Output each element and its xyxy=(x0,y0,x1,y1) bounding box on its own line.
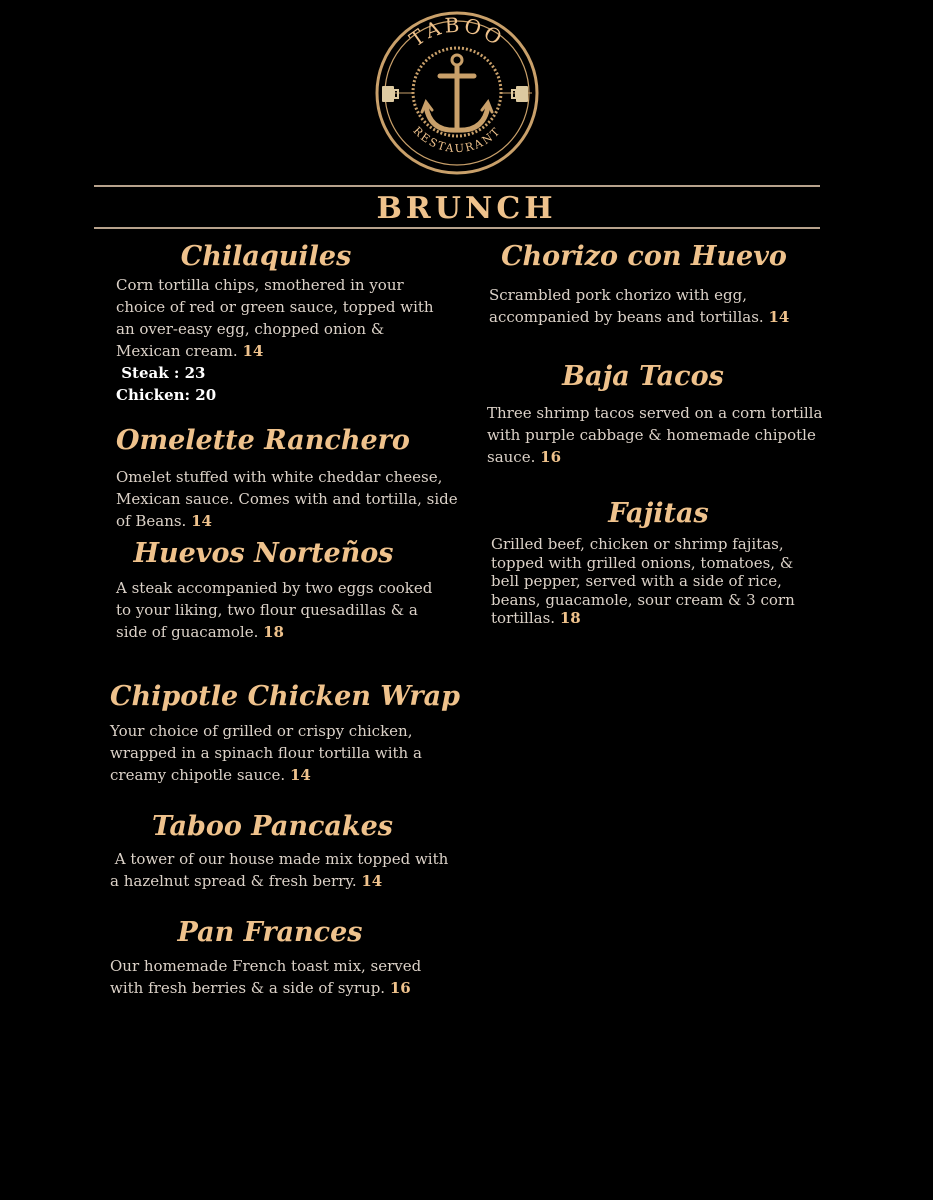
taboo-restaurant-logo xyxy=(374,10,540,176)
item-description: Our homemade French toast mix, served with fresh berries & a side of syrup. 16 xyxy=(110,957,422,997)
menu-item-huevos-nortenos xyxy=(116,537,436,643)
item-description: Grilled beef, chicken or shrimp fajitas, topped with grilled onions, tomatoes, & bell pepper, served with a side of rice, beans, guacamole, sour cream & 3 corn tortillas. 18 xyxy=(491,535,795,627)
item-price: 14 xyxy=(242,342,264,360)
item-price: 18 xyxy=(559,609,581,627)
item-description: Your choice of grilled or crispy chicken, wrapped in a spinach flour tortilla with a creamy chipotle sauce. 14 xyxy=(110,722,422,784)
top-divider xyxy=(94,185,820,187)
item-price: 14 xyxy=(361,872,383,890)
menu-item-chorizo-con-huevo xyxy=(489,240,809,328)
item-name: Chipotle Chicken Wrap xyxy=(110,681,461,712)
menu-item-pan-frances xyxy=(110,916,440,999)
item-price: 14 xyxy=(289,766,311,784)
menu-item-baja-tacos xyxy=(487,360,827,468)
item-extra-chicken: Chicken: 20 xyxy=(116,386,217,404)
item-description: Corn tortilla chips, smothered in your choice of red or green sauce, topped with an over-easy egg, chopped onion & Mexican cream. 14 xyxy=(116,276,434,360)
item-price: 14 xyxy=(191,512,212,530)
item-price: 16 xyxy=(540,448,562,466)
menu-item-fajitas xyxy=(491,497,826,628)
item-extra-steak: Steak : 23 xyxy=(116,364,206,382)
item-description: Three shrimp tacos served on a corn tortilla with purple cabbage & homemade chipotle sauce. 16 xyxy=(487,404,823,466)
item-description: A steak accompanied by two eggs cooked to your liking, two flour quesadillas & a side of guacamole. 18 xyxy=(116,579,433,641)
item-name: Pan Frances xyxy=(177,917,363,948)
item-name: Omelette Ranchero xyxy=(116,425,410,456)
menu-item-chilaquiles xyxy=(116,240,446,406)
item-price: 14 xyxy=(768,308,790,326)
menu-item-omelette-ranchero xyxy=(116,424,461,532)
menu-item-taboo-pancakes xyxy=(110,810,455,892)
item-name: Baja Tacos xyxy=(562,361,724,392)
logo-bottom-text: RESTAURANT xyxy=(410,124,504,156)
item-price: 18 xyxy=(263,623,284,641)
logo-top-text: TABOO xyxy=(404,12,509,52)
menu-item-chipotle-chicken-wrap xyxy=(110,680,461,786)
bottom-divider xyxy=(94,227,820,229)
item-name: Chorizo con Huevo xyxy=(501,241,787,272)
item-name: Fajitas xyxy=(608,498,709,529)
item-description: Omelet stuffed with white cheddar cheese, Mexican sauce. Comes with and tortilla, side of Beans. 14 xyxy=(116,468,458,530)
item-name: Huevos Norteños xyxy=(133,538,394,569)
item-description: Scrambled pork chorizo with egg, accompanied by beans and tortillas. 14 xyxy=(489,286,790,326)
item-name: Taboo Pancakes xyxy=(151,811,394,842)
item-description: A tower of our house made mix topped with a hazelnut spread & fresh berry. 14 xyxy=(110,850,454,890)
item-price: 16 xyxy=(389,979,411,997)
section-title: BRUNCH xyxy=(376,191,557,226)
item-name: Chilaquiles xyxy=(180,241,352,272)
